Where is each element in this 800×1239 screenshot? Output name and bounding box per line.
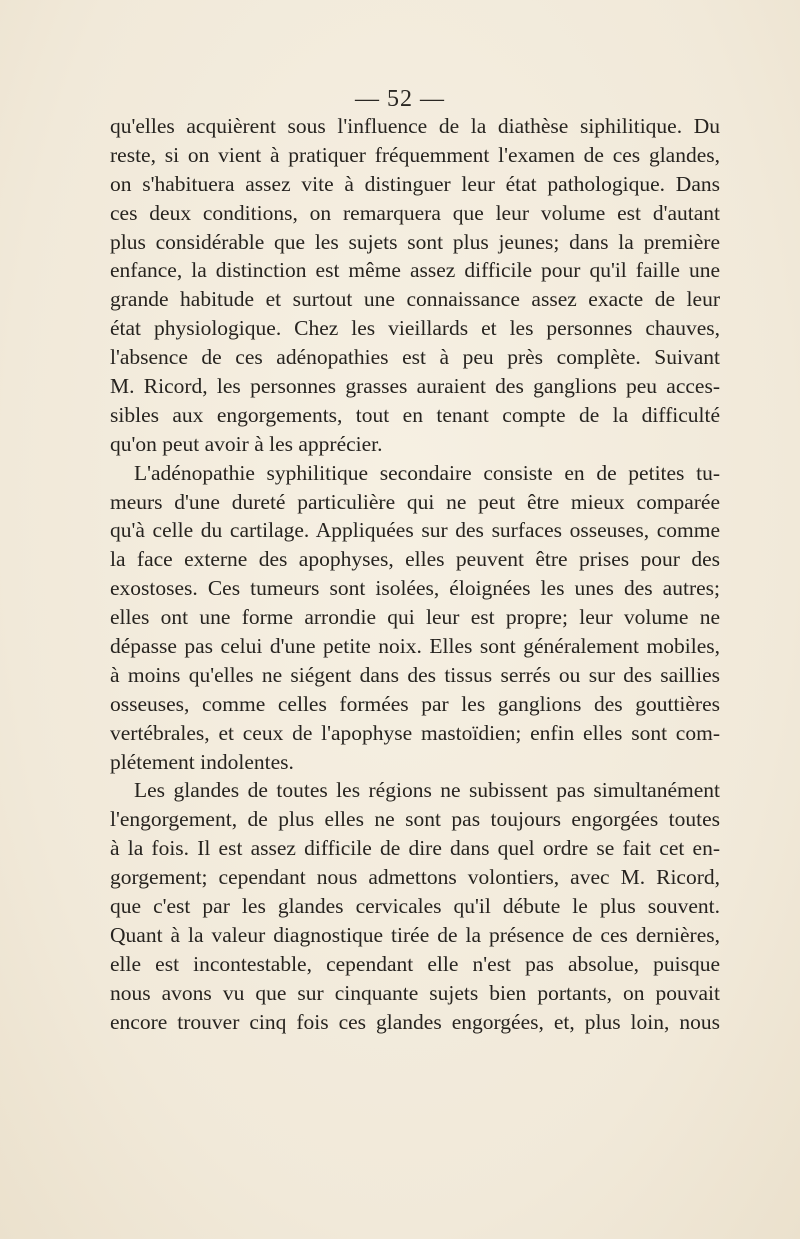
text-line: meurs d'une dureté particulière qui ne peut être mieux comparée <box>110 489 720 514</box>
text-line: qu'à celle du cartilage. Appliquées sur des surfaces osseuses, comme <box>110 518 720 543</box>
text-line: à moins qu'elles ne siégent dans des tissus serrés ou sur des saillies <box>110 662 720 687</box>
text-line: Les glandes de toutes les régions ne subissent pas simultanément <box>134 778 720 803</box>
text-line: exostoses. Ces tumeurs sont isolées, éloignées les unes des autres; <box>110 576 720 601</box>
text-line: reste, si on vient à pratiquer fréquemment l'examen de ces glandes, <box>110 142 720 167</box>
text-line: M. Ricord, les personnes grasses auraient des ganglions peu acces- <box>110 374 720 399</box>
text-line: nous avons vu que sur cinquante sujets bien portants, on pouvait <box>110 980 720 1005</box>
text-line: on s'habituera assez vite à distinguer leur état pathologique. Dans <box>110 171 720 196</box>
text-line: plus considérable que les sujets sont plus jeunes; dans la première <box>110 229 720 254</box>
body-text <box>110 112 720 1037</box>
text-line: gorgement; cependant nous admettons volontiers, avec M. Ricord, <box>110 865 720 890</box>
text-line: plétement indolentes. <box>110 749 294 774</box>
text-line: dépasse pas celui d'une petite noix. Elles sont généralement mobiles, <box>110 634 720 659</box>
text-line: que c'est par les glandes cervicales qu'il débute le plus souvent. <box>110 894 720 919</box>
text-line: à la fois. Il est assez difficile de dire dans quel ordre se fait cet en- <box>110 836 720 861</box>
text-line: enfance, la distinction est même assez difficile pour qu'il faille une <box>110 258 720 283</box>
text-line: l'absence de ces adénopathies est à peu près complète. Suivant <box>110 345 720 370</box>
text-line: qu'elles acquièrent sous l'influence de la diathèse siphilitique. Du <box>110 114 720 138</box>
text-line: Quant à la valeur diagnostique tirée de la présence de ces dernières, <box>110 922 720 947</box>
text-line: elle est incontestable, cependant elle n'est pas absolue, puisque <box>110 951 720 976</box>
text-line: sibles aux engorgements, tout en tenant compte de la difficulté <box>110 402 720 427</box>
text-line: ces deux conditions, on remarquera que leur volume est d'autant <box>110 200 720 225</box>
text-line: état physiologique. Chez les vieillards et les personnes chauves, <box>110 316 720 341</box>
text-line: la face externe des apophyses, elles peuvent être prises pour des <box>110 547 720 572</box>
text-line: osseuses, comme celles formées par les ganglions des gouttières <box>110 691 720 716</box>
text-line: encore trouver cinq fois ces glandes engorgées, et, plus loin, nous <box>110 1009 720 1034</box>
text-line: l'engorgement, de plus elles ne sont pas toujours engorgées toutes <box>110 807 720 832</box>
text-line: grande habitude et surtout une connaissance assez exacte de leur <box>110 287 720 312</box>
text-line: qu'on peut avoir à les apprécier. <box>110 431 383 456</box>
text-line: vertébrales, et ceux de l'apophyse mastoïdien; enfin elles sont com- <box>110 720 720 745</box>
page-number: — 52 — <box>355 86 445 112</box>
text-line: L'adénopathie syphilitique secondaire consiste en de petites tu- <box>134 460 720 485</box>
text-line: elles ont une forme arrondie qui leur est propre; leur volume ne <box>110 605 720 630</box>
